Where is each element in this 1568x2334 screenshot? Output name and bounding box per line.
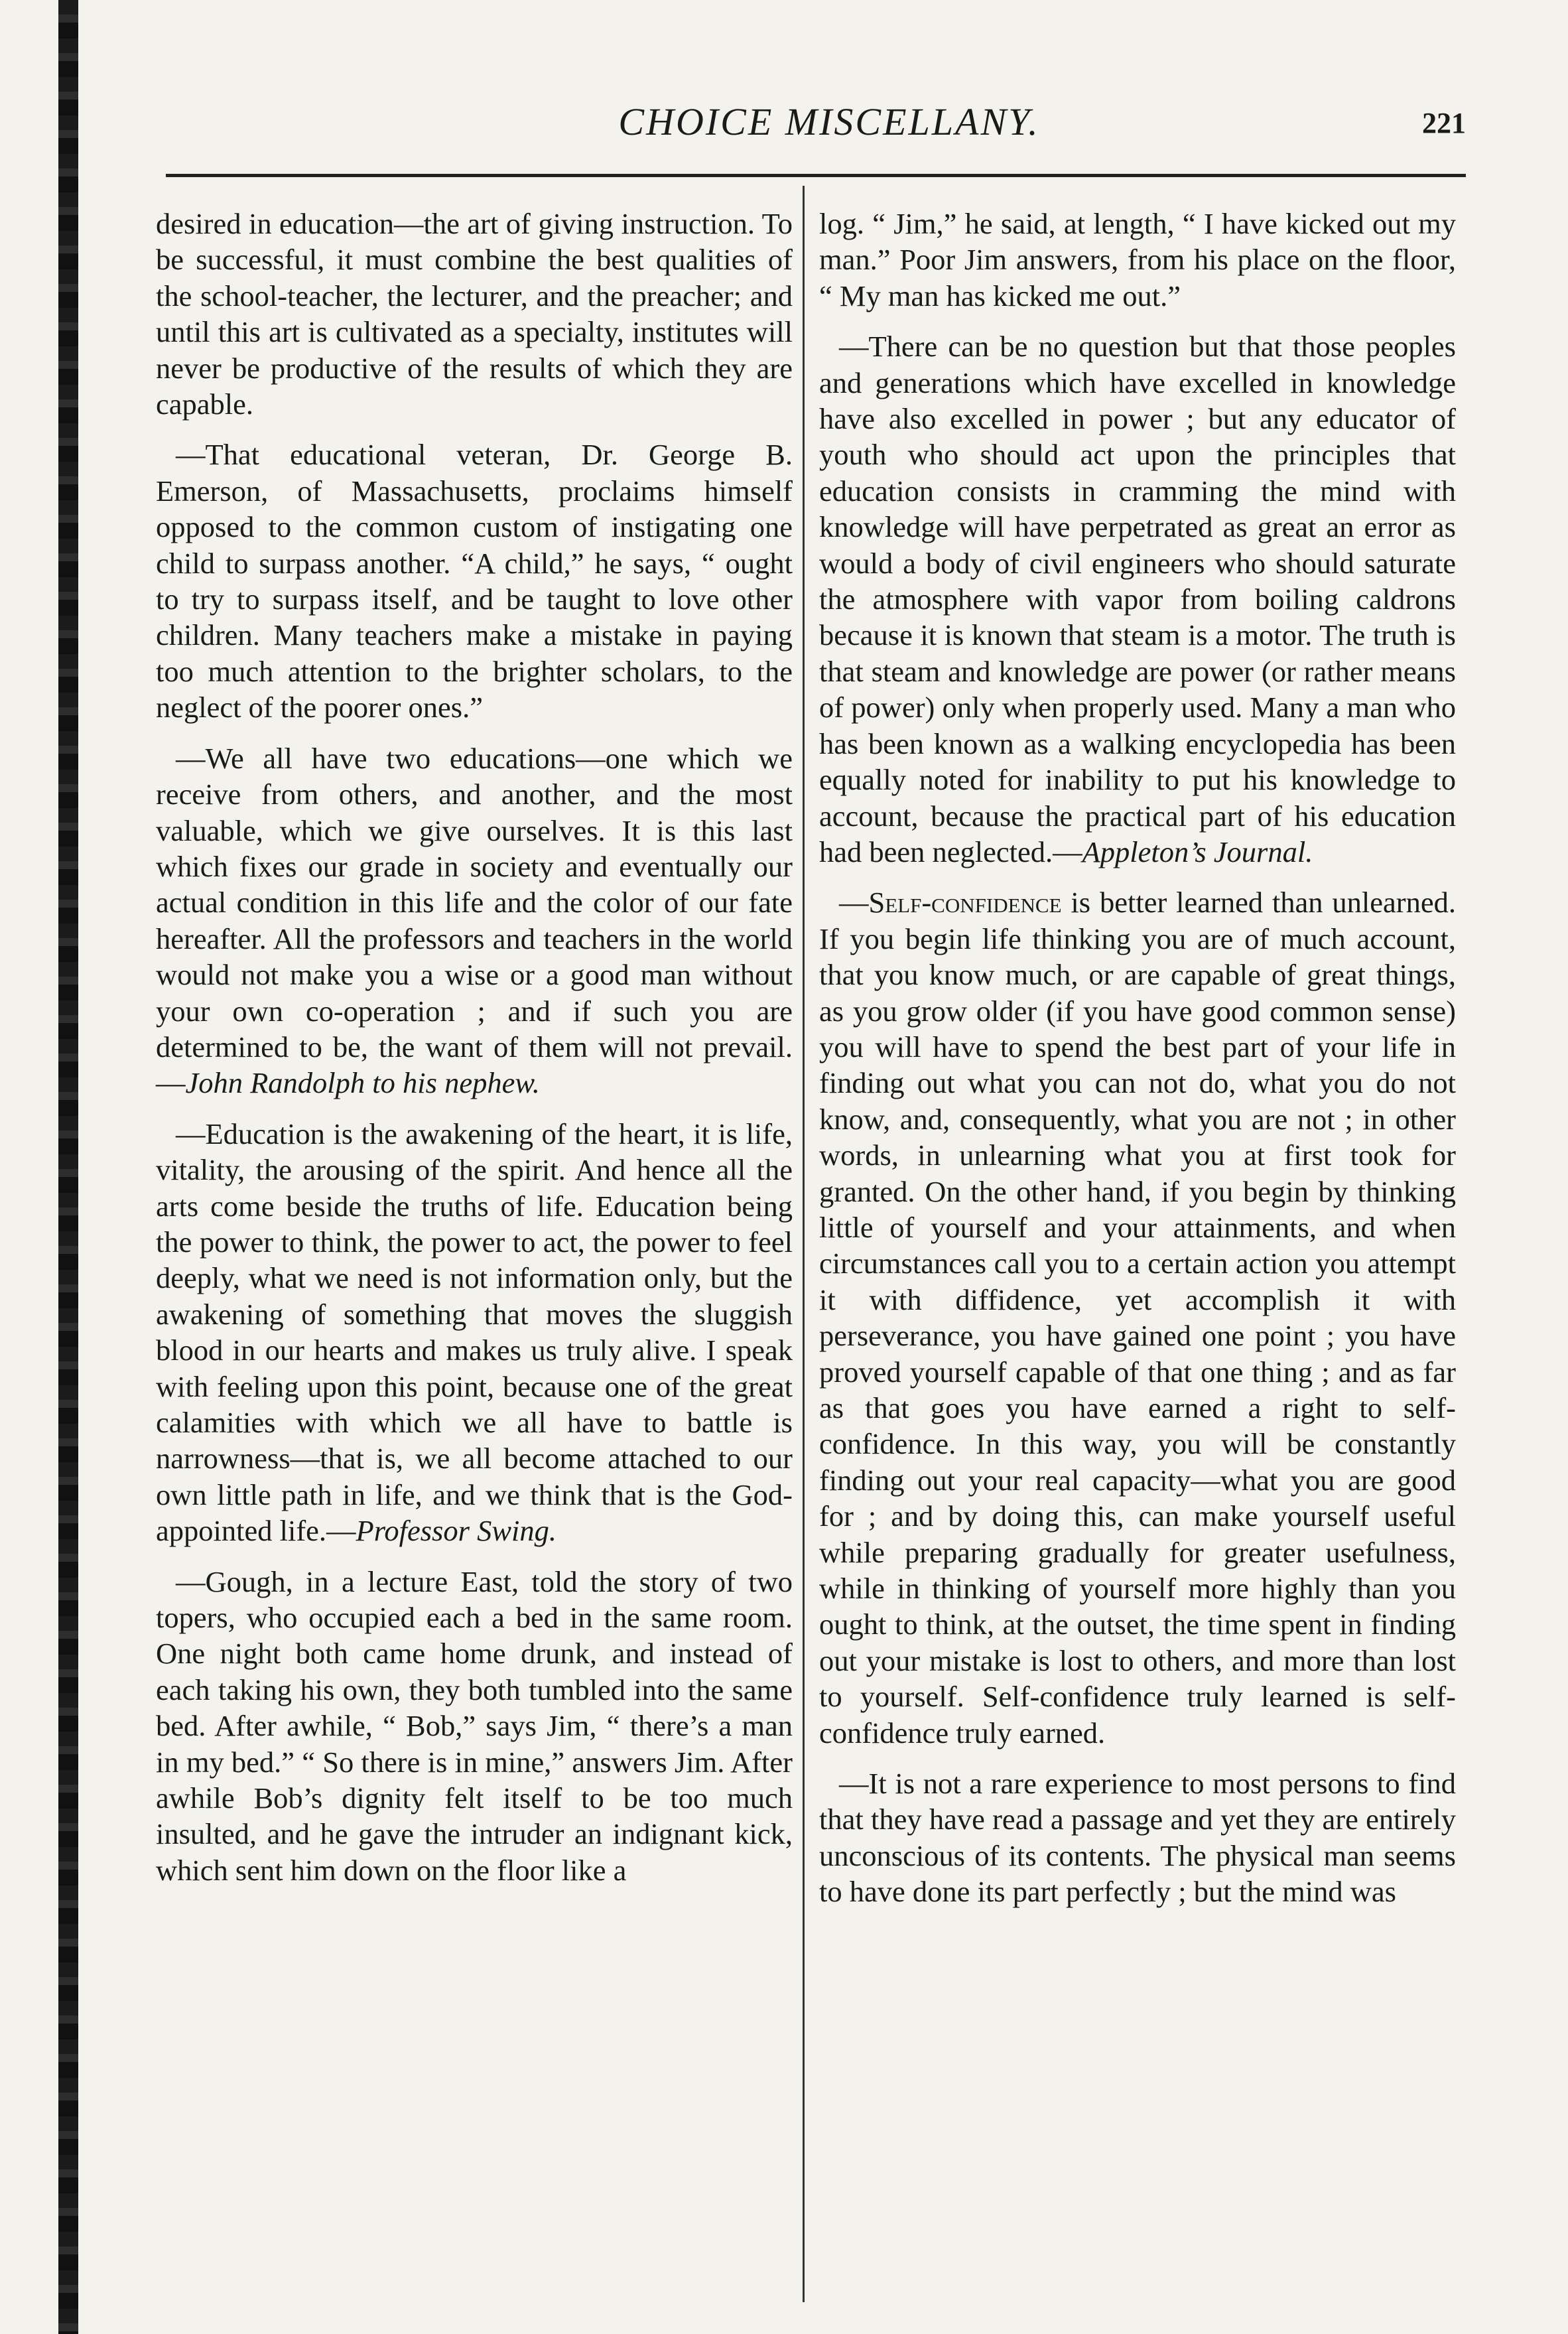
small-caps-lead: —Self-confidence [839,886,1062,920]
paragraph: —It is not a rare experience to most persons to find that they have read a passage and yet they are entirely unconscious of its contents. The physical man seems to have done its part perfectly ; but the mind was [819,1767,1456,1909]
paragraph: —Education is the awakening of the heart, it is life, vitality, the arousing of the spirit. And hence all the arts come beside the truths of life. Education being the power to think, the power to act, the power to feel deeply, what we need is not information only, but the awakening of something that moves the sluggish blood in our hearts and makes us truly alive. I speak with feeling upon this point, because one of the great calamities with which we all have to battle is narrowness—that is, we all become attached to our own little path in life, and we think that is the God-appointed life.—Professor Swing. [156,1117,793,1548]
paragraph: —That educational veteran, Dr. George B. Emerson, of Massachusetts, proclaims himself opposed to the common custom of instigating one child to surpass another. “A child,” he says, “ ought to try to surpass itself, and be taught to love other children. Many teachers make a mistake in paying too much attention to the brighter scholars, to the neglect of the poorer ones.” [156,438,793,724]
attribution: John Randolph to his nephew. [185,1066,540,1100]
paragraph: —We all have two educations—one which we receive from others, and another, and the most valuable, which we give ourselves. It is this last which fixes our grade in society and eventually our actual condition in this life and the color of our fate hereafter. All the professors and teachers in the world would not make you a wise or a good man without your own co-operation ; and if such you are determined to be, the want of them will not prevail.—John Randolph to his nephew. [156,741,793,1100]
attribution: Appleton’s Journal. [1082,835,1313,868]
header-rule [166,174,1466,177]
right-column [819,206,1456,1925]
running-title: CHOICE MISCELLANY. [618,100,1040,143]
column-divider [803,186,805,2302]
paragraph: log. “ Jim,” he said, at length, “ I have kicked out my man.” Poor Jim answers, from his place on the floor, “ My man has kicked me out.” [819,207,1456,312]
running-header [166,100,1466,153]
paragraph: —There can be no question but that those peoples and generations which have excelled in knowledge have also excelled in power ; but any educator of youth who should act upon the principles that education consists in cramming the mind with knowledge will have perpetrated as great an error as would a body of civil engineers who should saturate the atmosphere with vapor from boiling caldrons because it is known that steam is a motor. The truth is that steam and knowledge are power (or rather means of power) only when properly used. Many a man who has been known as a walking encyclopedia has been equally noted for inability to put his knowledge to account, because the practical part of his education had been neglected.—Appleton’s Journal. [819,330,1456,868]
page-number: 221 [1422,107,1466,139]
scanned-binding-edge [58,0,78,2334]
paragraph: —Self-confidence is better learned than unlearned. If you begin life thinking you are of much account, that you know much, or are capable of great things, as you grow older (if you have good common sense) you will have to spend the best part of your life in finding out what you can not do, what you do not know, and, consequently, what you are not ; in other words, in unlearning what you at first took for granted. On the other hand, if you begin by thinking little of yourself and your attainments, and when circumstances call you to a certain action you attempt it with diffidence, yet accomplish it with perseverance, you have gained one point ; you have proved yourself capable of that one thing ; and as far as that goes you have earned a right to self-confidence. In this way, you will be constantly finding out your real capacity—what you are good for ; and by doing this, can make yourself useful while preparing gradually for greater usefulness, while in thinking of yourself more highly than you ought to think, at the outset, the time spent in finding out your mistake is lost to others, and more than lost to yourself. Self-confidence truly learned is self-confidence truly earned. [819,886,1456,1750]
attribution: Professor Swing. [356,1514,556,1548]
paragraph: —Gough, in a lecture East, told the story of two topers, who occupied each a bed in the same room. One night both came home drunk, and instead of each taking his own, they both tumbled into the same bed. After awhile, “ Bob,” says Jim, “ there’s a man in my bed.” “ So there is in mine,” answers Jim. After awhile Bob’s dignity felt itself to be too much insulted, and he gave the intruder an indignant kick, which sent him down on the floor like a [156,1564,793,1887]
paragraph: desired in education—the art of giving instruction. To be successful, it must combine the best qualities of the school-teacher, the lecturer, and the preacher; and until this art is cultivated as a specialty, institutes will never be productive of the results of which they are capable. [156,207,793,421]
left-column [156,206,793,1903]
